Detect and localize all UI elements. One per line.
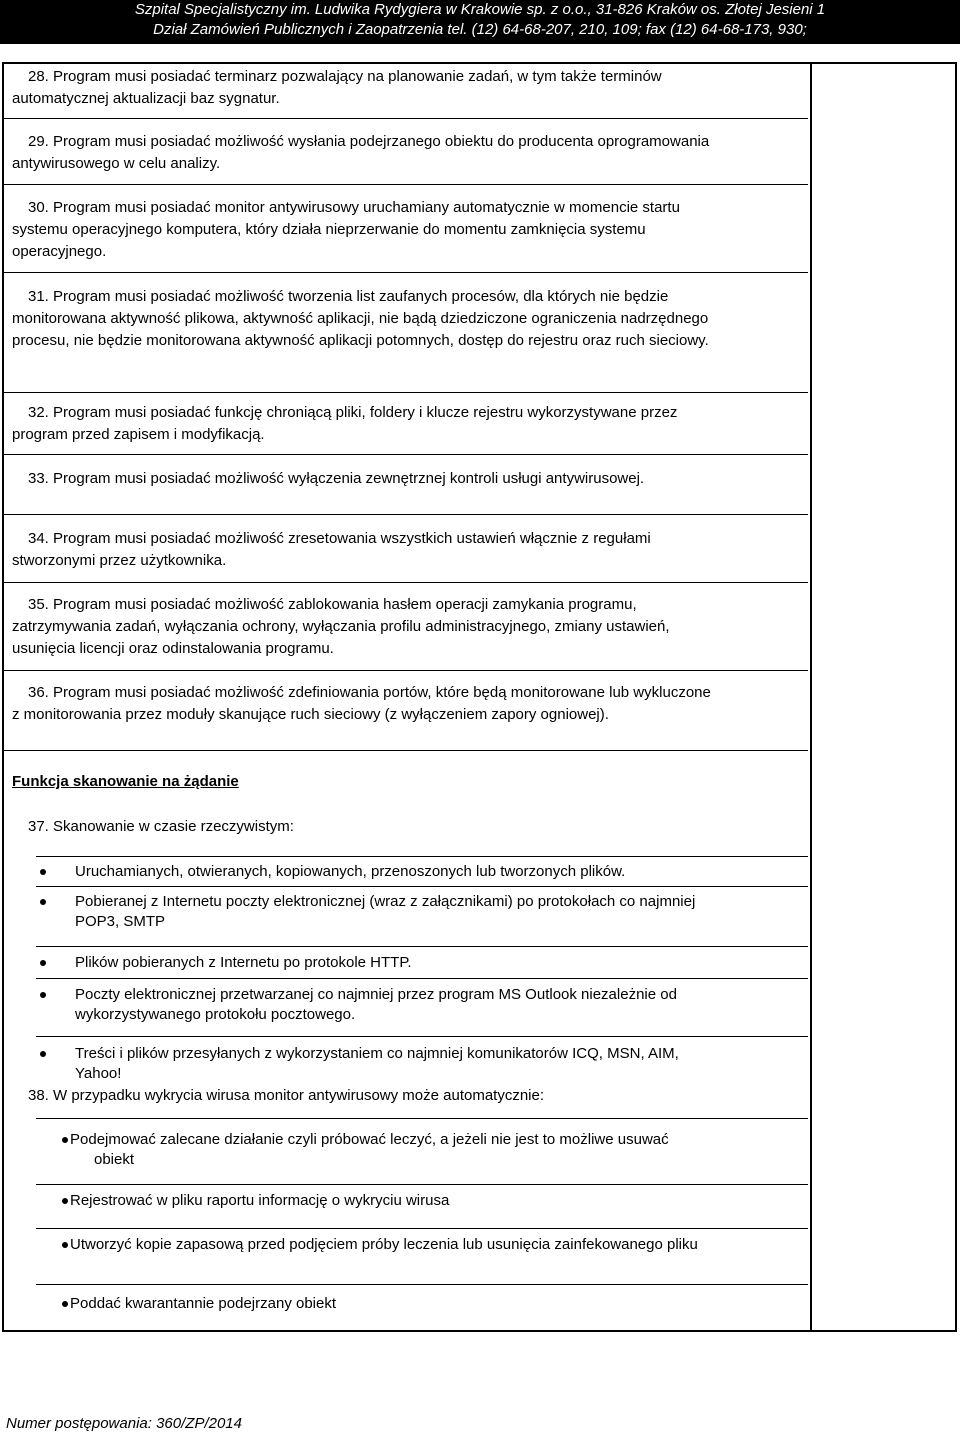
header-line-2: Dział Zamówień Publicznych i Zaopatrzenia tel. (12) 64-68-207, 210, 109; fax (12) 64-68-173, 930;	[153, 21, 807, 38]
column-separator	[810, 64, 812, 1330]
item-33-line-1: 33. Program musi posiadać możliwość wyłączenia zewnętrznej kontroli usługi antywirusowej.	[28, 470, 645, 487]
item-36-line-1: 36. Program musi posiadać możliwość zdefiniowania portów, które będą monitorowane lub wykluczone	[28, 684, 711, 701]
item-28-line-2: automatycznej aktualizacji baz sygnatur.	[12, 90, 280, 107]
bullet-icon	[62, 1137, 68, 1143]
item-37-text: 37. Skanowanie w czasie rzeczywistym:	[28, 818, 294, 835]
item-34-line-1: 34. Program musi posiadać możliwość zresetowania wszystkich ustawień włącznie z regułami	[28, 530, 651, 547]
item-28-line-1: 28. Program musi posiadać terminarz pozwalający na planowanie zadań, w tym także terminów	[28, 68, 662, 85]
item-35-line-2: zatrzymywania zadań, wyłączania ochrony, wyłączania profilu administracyjnego, zmiany ustawień,	[12, 618, 670, 635]
item-33	[12, 468, 644, 490]
item-30-line-1: 30. Program musi posiadać monitor antywirusowy uruchamiany automatycznie w momencie startu	[28, 199, 680, 216]
item-31-line-2: monitorowana aktywność plikowa, aktywność aplikacji, nie bądą dziedziczone ograniczenia nadrzędnego	[12, 310, 709, 327]
row-divider	[36, 1118, 808, 1119]
bullet-text: Rejestrować w pliku raportu informację o wykryciu wirusa	[70, 1192, 450, 1209]
item-35	[12, 594, 670, 660]
item-29	[12, 131, 709, 175]
row-divider	[36, 1228, 808, 1229]
item-38-text: 38. W przypadku wykrycia wirusa monitor antywirusowy może automatycznie:	[28, 1087, 545, 1104]
bullet-text: Pobieranej z Internetu poczty elektronicznej (wraz z załącznikami) po protokołach co najmniej	[75, 893, 696, 910]
bullet-text: POP3, SMTP	[75, 913, 166, 930]
item-34-line-2: stworzonymi przez użytkownika.	[12, 552, 227, 569]
bullet-text: Poddać kwarantannie podejrzany obiekt	[70, 1295, 337, 1312]
row-divider	[4, 514, 808, 515]
item-35-line-1: 35. Program musi posiadać możliwość zablokowania hasłem operacji zamykania programu,	[28, 596, 637, 613]
row-divider	[36, 886, 808, 887]
item-30-line-2: systemu operacyjnego komputera, który działa nieprzerwanie do momentu zamknięcia systemu	[12, 221, 646, 238]
row-divider	[4, 184, 808, 185]
row-divider	[36, 978, 808, 979]
row-divider	[36, 856, 808, 857]
row-divider	[4, 454, 808, 455]
row-divider	[36, 1184, 808, 1185]
header-line-1: Szpital Specjalistyczny im. Ludwika Rydygiera w Krakowie sp. z o.o., 31-826 Kraków os. Złotej Jesieni 1	[134, 1, 826, 18]
bullet-text: Plików pobieranych z Internetu po protokole HTTP.	[75, 954, 412, 971]
bullet-text: wykorzystywanego protokołu pocztowego.	[75, 1006, 356, 1023]
bullet-icon	[40, 899, 46, 905]
bullet-icon	[62, 1301, 68, 1307]
row-divider	[4, 670, 808, 671]
item-30	[12, 197, 680, 263]
row-divider	[36, 1036, 808, 1037]
bullet-text: Uruchamianych, otwieranych, kopiowanych, przenoszonych lub tworzonych plików.	[75, 863, 626, 880]
bullet-text: Utworzyć kopie zapasową przed podjęciem próby leczenia lub usunięcia zainfekowanego pliku	[70, 1236, 698, 1253]
row-divider	[4, 582, 808, 583]
bullet-icon	[40, 869, 46, 875]
section-title: Funkcja skanowanie na żądanie	[12, 773, 239, 790]
item-36-line-2: z monitorowania przez moduły skanujące ruch sieciowy (z wyłączeniem zapory ogniowej).	[12, 706, 609, 723]
item-31-line-3: procesu, nie będzie monitorowana aktywność aplikacji potomnych, dostęp do rejestru oraz ruch sieciowy.	[12, 332, 709, 349]
bullet-text: Podejmować zalecane działanie czyli próbować leczyć, a jeżeli nie jest to możliwe usuwać	[70, 1131, 669, 1148]
row-divider	[36, 1284, 808, 1285]
item-29-line-2: antywirusowego w celu analizy.	[12, 155, 221, 172]
procedure-number: Numer postępowania: 360/ZP/2014	[6, 1415, 242, 1432]
requirements-table	[2, 62, 957, 1332]
item-31	[12, 286, 709, 352]
row-divider	[4, 392, 808, 393]
item-30-line-3: operacyjnego.	[12, 243, 107, 260]
item-34	[12, 528, 651, 572]
bullet-text: obiekt	[94, 1151, 135, 1168]
item-36	[12, 682, 711, 726]
item-28	[12, 66, 662, 110]
bullet-text: Poczty elektronicznej przetwarzanej co najmniej przez program MS Outlook niezależnie od	[75, 986, 677, 1003]
item-32-line-2: program przed zapisem i modyfikacją.	[12, 426, 265, 443]
item-29-line-1: 29. Program musi posiadać możliwość wysłania podejrzanego obiektu do producenta oprogramowania	[28, 133, 710, 150]
bullet-icon	[40, 960, 46, 966]
bullet-icon	[62, 1198, 68, 1204]
row-divider	[4, 272, 808, 273]
row-divider	[4, 750, 808, 751]
row-divider	[36, 946, 808, 947]
bullet-text: Treści i plików przesyłanych z wykorzystaniem co najmniej komunikatorów ICQ, MSN, AIM,	[75, 1045, 679, 1062]
item-37	[28, 816, 294, 838]
item-38	[28, 1085, 544, 1107]
item-31-line-1: 31. Program musi posiadać możliwość tworzenia list zaufanych procesów, dla których nie będzie	[28, 288, 669, 305]
bullet-text: Yahoo!	[75, 1065, 122, 1082]
bullet-icon	[62, 1242, 68, 1248]
bullet-icon	[40, 1051, 46, 1057]
row-divider	[4, 118, 808, 119]
item-35-line-3: usunięcia licencji oraz odinstalowania programu.	[12, 640, 334, 657]
item-32-line-1: 32. Program musi posiadać funkcję chroniącą pliki, foldery i klucze rejestru wykorzystywane przez	[28, 404, 678, 421]
page-header	[0, 0, 960, 44]
bullet-icon	[40, 992, 46, 998]
item-32	[12, 402, 677, 446]
